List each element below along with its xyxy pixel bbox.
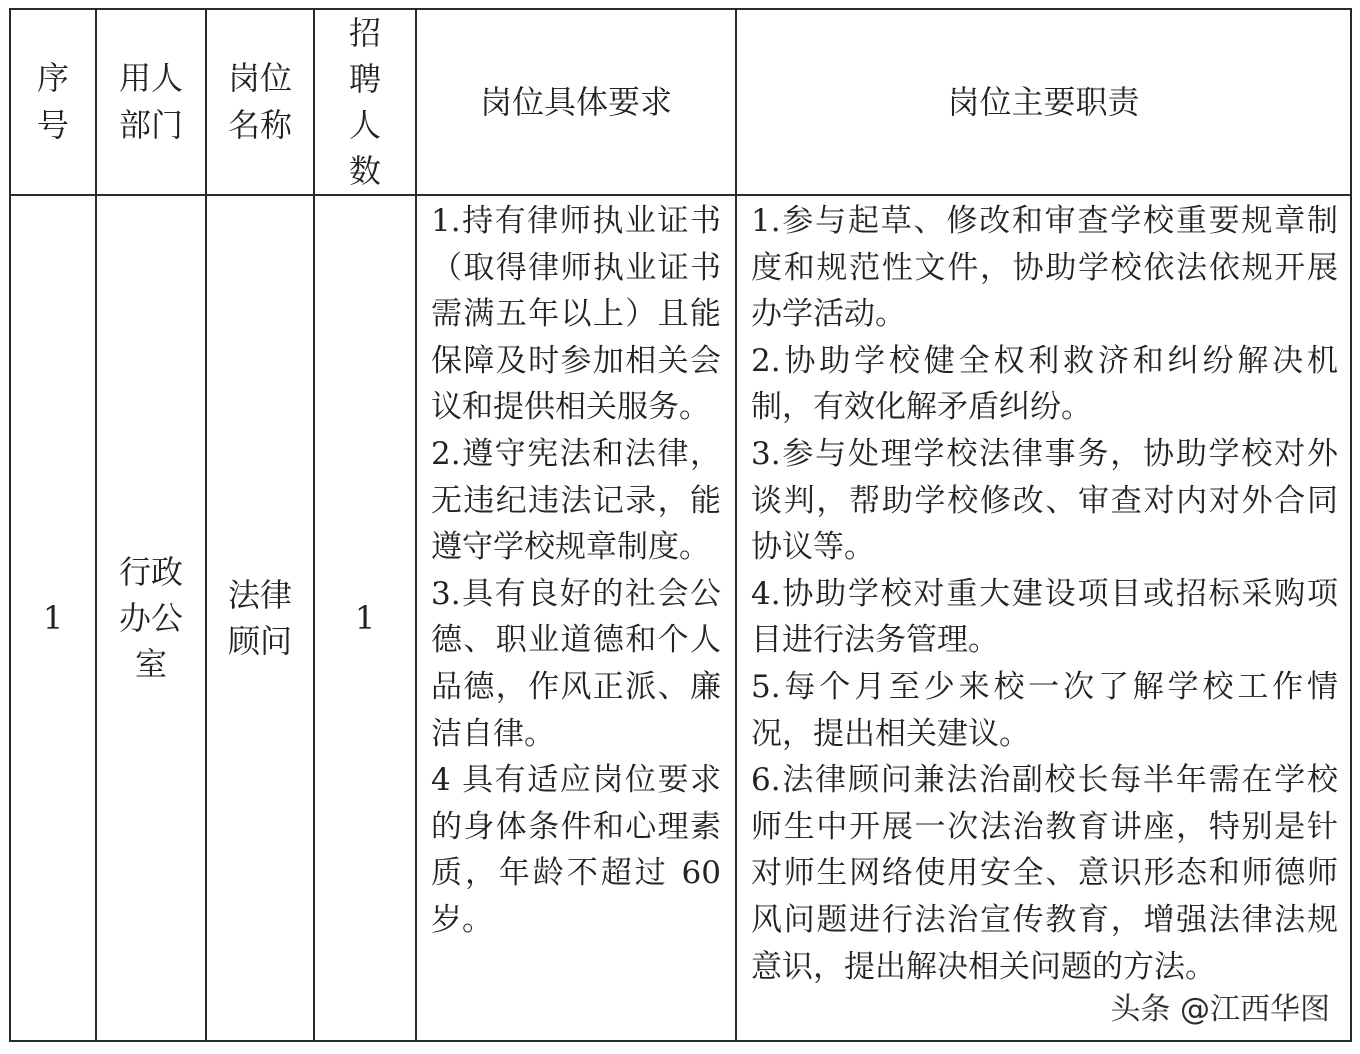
cell-department: 行政 办公 室 <box>96 195 206 1041</box>
cell-position: 法律 顾问 <box>206 195 314 1041</box>
job-posting-table <box>9 8 1352 1042</box>
header-duties: 岗位主要职责 <box>736 9 1351 195</box>
duty-item: 3.参与处理学校法律事务，协助学校对外谈判，帮助学校修改、审查对内对外合同协议等。 <box>751 435 1338 566</box>
cell-index: 1 <box>10 195 96 1041</box>
requirement-item: 3.具有良好的社会公德、职业道德和个人品德，作风正派、廉洁自律。 <box>431 575 721 752</box>
duty-item: 4.协助学校对重大建设项目或招标采购项目进行法务管理。 <box>751 575 1338 659</box>
duty-item: 1.参与起草、修改和审查学校重要规章制度和规范性文件，协助学校依法依规开展办学活动。 <box>751 203 1338 333</box>
header-index: 序 号 <box>10 9 96 195</box>
requirement-item: 1.持有律师执业证书（取得律师执业证书需满五年以上）且能保障及时参加相关会议和提供相关服务。 <box>431 203 721 426</box>
header-department: 用人 部门 <box>96 9 206 195</box>
header-row <box>10 9 1351 195</box>
header-headcount: 招 聘 人 数 <box>314 9 416 195</box>
header-position: 岗位 名称 <box>206 9 314 195</box>
cell-requirements <box>416 195 736 1041</box>
duty-item: 6.法律顾问兼法治副校长每半年需在学校师生中开展一次法治教育讲座，特别是针对师生网络使用安全、意识形态和师德师风问题进行法治宣传教育，增强法律法规意识，提出解决相关问题的方法。 <box>751 762 1338 985</box>
requirement-item: 2.遵守宪法和法律，无违纪违法记录，能遵守学校规章制度。 <box>431 435 721 566</box>
table-row <box>10 195 1351 1041</box>
watermark: 头条 @江西华图 <box>1106 984 1334 1028</box>
cell-headcount: 1 <box>314 195 416 1041</box>
duty-item: 2.协助学校健全权利救济和纠纷解决机制，有效化解矛盾纠纷。 <box>751 342 1338 426</box>
requirement-item: 4 具有适应岗位要求的身体条件和心理素质，年龄不超过 60 岁。 <box>431 762 721 938</box>
cell-duties <box>736 195 1351 1041</box>
header-requirements: 岗位具体要求 <box>416 9 736 195</box>
duty-item: 5.每个月至少来校一次了解学校工作情况，提出相关建议。 <box>751 668 1338 752</box>
